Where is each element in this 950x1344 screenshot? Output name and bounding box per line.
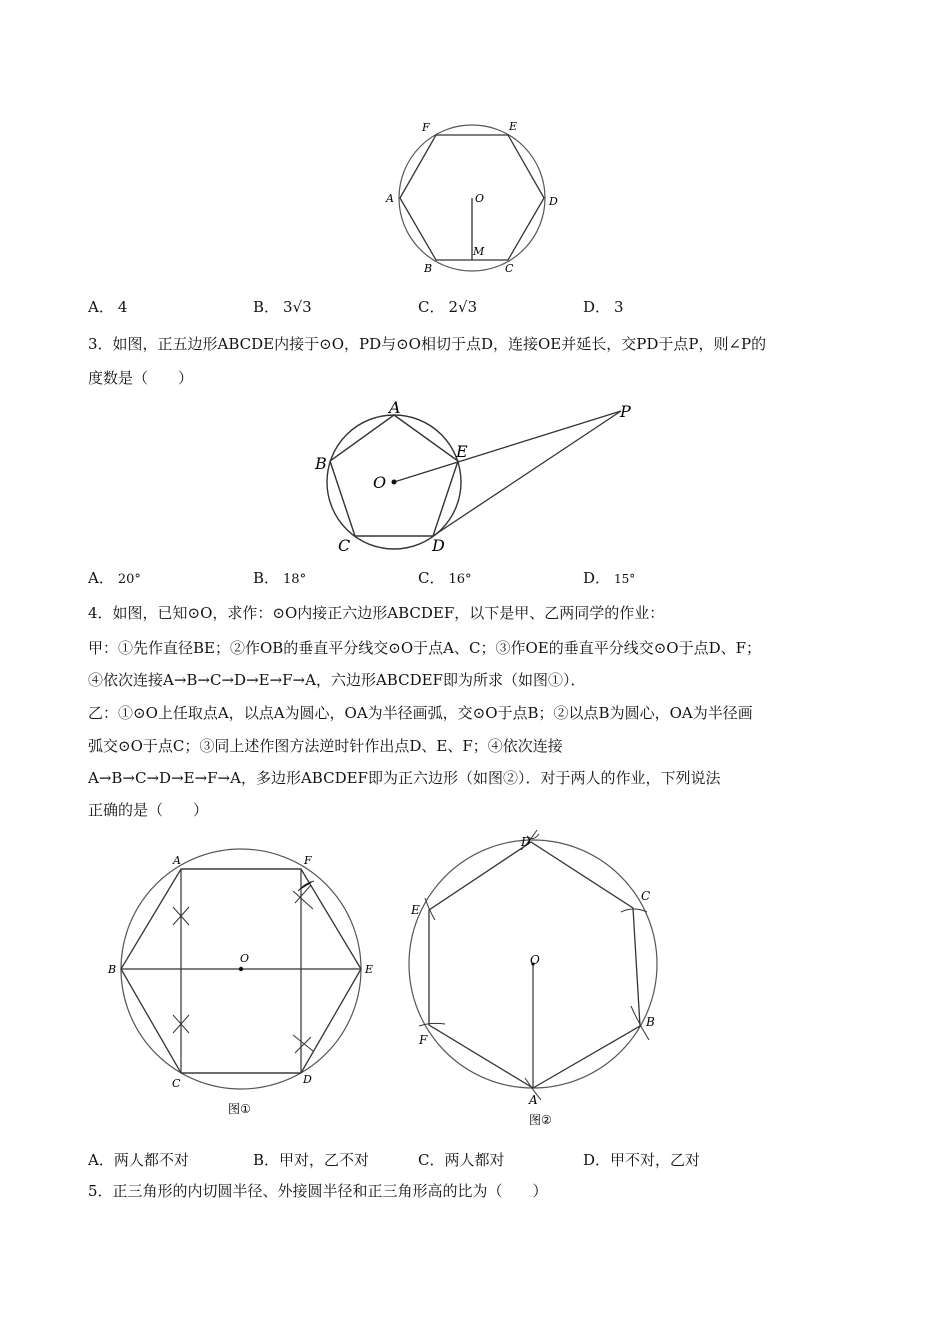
q3-option-c-letter: C． [418, 569, 445, 587]
q3-option-d-letter: D． [583, 569, 611, 587]
q4-stem-line-5: 弧交⊙O于点C；③同上述作图方法逆时针作出点D、E、F；④依次连接 [88, 737, 563, 755]
q2-option-a[interactable] [88, 297, 127, 317]
q2-label-a: A [386, 192, 394, 205]
q3-label-o: O [373, 473, 387, 492]
q2-label-c: C [505, 262, 514, 275]
q3-line-dp [433, 411, 621, 536]
q3-stem-line-2: 度数是（ ） [88, 369, 194, 387]
q2-label-o: O [475, 192, 485, 205]
q4-stem-line-3: ④依次连接A→B→C→D→E→F→A，六边形ABCDEF即为所求（如图①）． [88, 671, 586, 689]
q4f2-label-e: E [411, 903, 420, 917]
q4f2-label-b: B [646, 1015, 655, 1029]
q4-stem-line-1: 4．如图，已知⊙O，求作：⊙O内接正六边形ABCDEF，以下是甲、乙两同学的作业： [88, 604, 665, 622]
q3-option-a-letter: A． [88, 569, 114, 587]
q3-option-a[interactable] [88, 568, 141, 590]
q3-option-d[interactable] [583, 568, 635, 589]
q3-option-d-value: 15° [614, 572, 636, 586]
q4f1-label-o: O [240, 952, 250, 965]
q3-option-c-value: 16° [448, 572, 472, 587]
q2-option-b[interactable] [253, 297, 312, 317]
q4f1-label-b: B [108, 963, 117, 976]
q4-stem-line-2: 甲：①先作直径BE；②作OB的垂直平分线交⊙O于点A、C；③作OE的垂直平分线交⊙O于点D、F； [88, 639, 762, 657]
q2-label-e: E [509, 120, 518, 133]
q4-figure-2-caption: 图② [529, 1113, 552, 1127]
q3-option-a-value: 20° [117, 572, 141, 587]
q4f1-label-d: D [303, 1073, 312, 1086]
q4f1-label-e: E [365, 963, 374, 976]
q2-option-c-value: 2√3 [448, 298, 478, 316]
q2-option-b-letter: B． [253, 298, 280, 316]
q2-option-c[interactable] [418, 297, 477, 317]
q2-hexagon-figure [380, 115, 570, 280]
q3-pentagon [330, 415, 458, 536]
q3-option-b[interactable] [253, 568, 306, 590]
q3-label-b: B [315, 454, 327, 473]
q3-option-b-letter: B． [253, 569, 280, 587]
q3-option-c[interactable] [418, 568, 472, 590]
q4-option-a[interactable]: A．两人都不对 [88, 1151, 189, 1169]
q2-label-d: D [549, 195, 558, 208]
q3-label-c: C [338, 536, 351, 555]
q4f2-label-d: D [521, 835, 531, 849]
q4-stem-line-7: 正确的是（ ） [88, 801, 209, 819]
q4f2-label-f: F [419, 1033, 428, 1047]
q3-center-dot [392, 480, 397, 485]
q3-line-oep [394, 411, 621, 482]
q4f1-label-a: A [173, 854, 181, 867]
q4f2-label-o: O [530, 953, 540, 967]
q2-option-b-value: 3√3 [283, 298, 312, 316]
q4-figure-2 [405, 828, 665, 1133]
q4f2-label-c: C [641, 889, 651, 903]
q4-option-b[interactable]: B．甲对，乙不对 [253, 1151, 370, 1169]
q4-figure-1 [100, 845, 390, 1125]
q2-option-a-letter: A． [88, 298, 114, 316]
q4-option-d[interactable]: D．甲不对，乙对 [583, 1151, 701, 1169]
q3-label-p: P [620, 402, 631, 421]
q4f1-label-c: C [172, 1077, 181, 1090]
q3-option-b-value: 18° [283, 572, 307, 587]
q3-stem-line-1: 3．如图，正五边形ABCDE内接于⊙O，PD与⊙O相切于点D，连接OE并延长，交PD于点P，则∠P的 [88, 335, 767, 353]
q2-label-m: M [473, 245, 485, 258]
q4-stem-line-6: A→B→C→D→E→F→A，多边形ABCDEF即为正六边形（如图②）．对于两人的作业，下列说法 [88, 769, 721, 787]
q5-stem-line-1: 5．正三角形的内切圆半径、外接圆半径和正三角形高的比为（ ） [88, 1182, 548, 1200]
q2-label-b: B [424, 262, 433, 275]
q4f2-label-a: A [529, 1093, 538, 1107]
q4f1-label-f: F [304, 854, 312, 867]
q4f1-center-dot [239, 967, 243, 971]
q3-label-d: D [432, 536, 445, 555]
q4-figure-1-caption: 图① [228, 1102, 251, 1116]
q2-label-f: F [422, 121, 430, 134]
q3-label-e: E [456, 442, 468, 461]
q2-option-d[interactable] [583, 297, 624, 317]
q4-stem-line-4: 乙：①⊙O上任取点A，以点A为圆心，OA为半径画弧，交⊙O于点B；②以点B为圆心，OA为半径画 [88, 704, 753, 722]
q2-option-d-letter: D． [583, 298, 611, 316]
q4f1-arc-marks [173, 881, 314, 1053]
q2-option-d-value: 3 [614, 298, 624, 316]
q3-label-a: A [389, 398, 401, 417]
q2-option-c-letter: C． [418, 298, 445, 316]
q3-pentagon-figure [310, 395, 650, 560]
q4-option-c[interactable]: C．两人都对 [418, 1151, 505, 1169]
q2-option-a-value: 4 [117, 298, 128, 316]
